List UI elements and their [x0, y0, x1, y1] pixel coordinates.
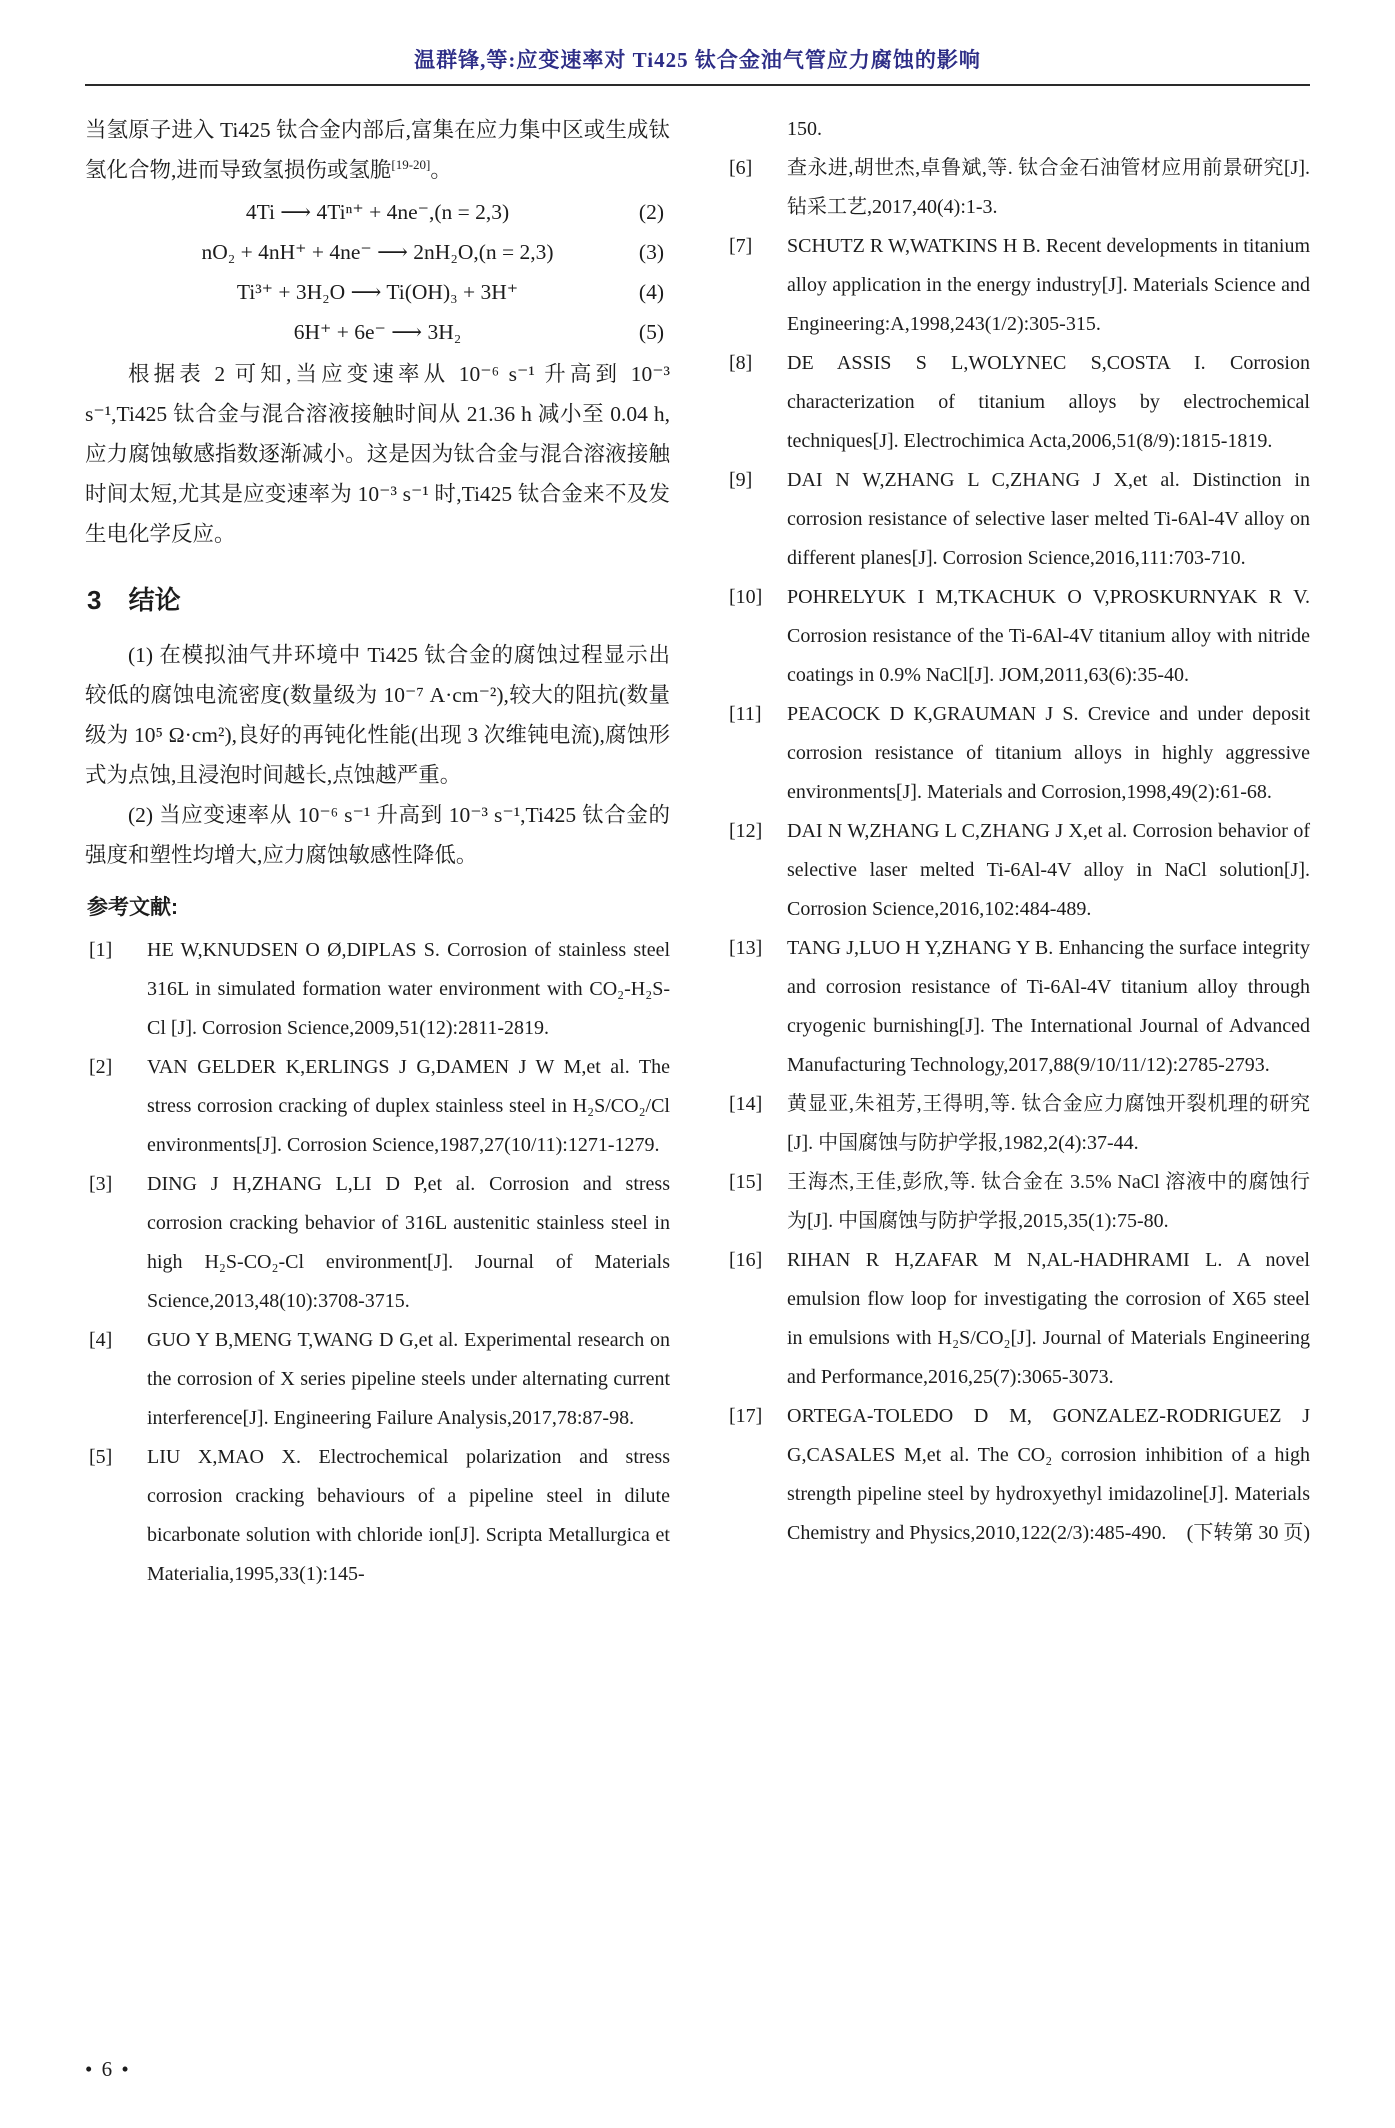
- reference-item-4: [85, 1321, 670, 1438]
- reference-item-12: [725, 812, 1310, 929]
- reference-number: [10]: [729, 586, 763, 608]
- references-heading: 参考文献:: [87, 896, 178, 919]
- reference-number: [14]: [729, 1093, 763, 1115]
- reference-text: GUO Y B,MENG T,WANG D G,et al. Experimental research on the corrosion of X series pipeline steels under alternating current interference[J]. Engineering Failure Analysis,2017,78:87-98.: [147, 1329, 670, 1429]
- reference-item-6: [725, 149, 1310, 227]
- reference-number: [8]: [729, 352, 753, 374]
- reference-number: [9]: [729, 469, 753, 491]
- reference-item-3: [85, 1165, 670, 1321]
- reference-number: [15]: [729, 1171, 763, 1193]
- two-column-body: [0, 86, 1395, 1594]
- reference-text: VAN GELDER K,ERLINGS J G,DAMEN J W M,et al. The stress corrosion cracking of duplex stainless steel in H₂S/CO₂/Cl environments[J]. Corrosion Science,1987,27(10/11):1271-1279.: [147, 1056, 670, 1156]
- equation-number: (4): [638, 280, 664, 304]
- reference-item-11: [725, 695, 1310, 812]
- reference-text: 查永进,胡世杰,卓鲁斌,等. 钛合金石油管材应用前景研究[J]. 钻采工艺,2017,40(4):1-3.: [787, 157, 1310, 218]
- conclusion-item-2: (2) 当应变速率从 10⁻⁶ s⁻¹ 升高到 10⁻³ s⁻¹,Ti425 钛合金的强度和塑性均增大,应力腐蚀敏感性降低。: [85, 803, 670, 867]
- continued-on-page-note: (下转第 30 页): [1186, 1522, 1310, 1544]
- reference-text: DE ASSIS S L,WOLYNEC S,COSTA I. Corrosion characterization of titanium alloys by electrochemical techniques[J]. Electrochimica Acta,2006,51(8/9):1815-1819.: [787, 352, 1310, 452]
- paragraph-text: 当氢原子进入 Ti425 钛合金内部后,富集在应力集中区或生成钛氢化合物,进而导致氢损伤或氢脆: [85, 118, 670, 182]
- reference-item-1: [85, 931, 670, 1048]
- reference-item-16: [725, 1241, 1310, 1397]
- reference-text: DAI N W,ZHANG L C,ZHANG J X,et al. Corrosion behavior of selective laser melted Ti-6Al-4V alloy in NaCl solution[J]. Corrosion Science,2016,102:484-489.: [787, 820, 1310, 920]
- reference-number: [17]: [729, 1405, 763, 1427]
- reference-item-5: [85, 1438, 670, 1594]
- reference-item-2: [85, 1048, 670, 1165]
- running-title: 温群锋,等:应变速率对 Ti425 钛合金油气管应力腐蚀的影响: [414, 48, 981, 72]
- reference-text: SCHUTZ R W,WATKINS H B. Recent developments in titanium alloy application in the energy industry[J]. Materials Science and Engineering:A,1998,243(1/2):305-315.: [787, 235, 1310, 335]
- reference-number: [13]: [729, 937, 763, 959]
- equation-body: 6H⁺ + 6e⁻ ⟶ 3H₂: [293, 320, 462, 344]
- equation-5: [85, 312, 670, 352]
- reference-text: PEACOCK D K,GRAUMAN J S. Crevice and under deposit corrosion resistance of titanium alloys in highly aggressive environments[J]. Materials and Corrosion,1998,49(2):61-68.: [787, 703, 1310, 803]
- reference-number: [12]: [729, 820, 763, 842]
- reference-item-17: [725, 1397, 1310, 1553]
- reference-text: 黄显亚,朱祖芳,王得明,等. 钛合金应力腐蚀开裂机理的研究[J]. 中国腐蚀与防护学报,1982,2(4):37-44.: [787, 1093, 1310, 1154]
- equation-4: [85, 272, 670, 312]
- equation-number: (5): [638, 320, 664, 344]
- equation-2: [85, 192, 670, 232]
- equation-body: nO₂ + 4nH⁺ + 4ne⁻ ⟶ 2nH₂O,(n = 2,3): [201, 240, 554, 264]
- equation-number: (3): [638, 240, 664, 264]
- reference-item-7: [725, 227, 1310, 344]
- reference-number: [11]: [729, 703, 762, 725]
- equation-body: 4Ti ⟶ 4Tiⁿ⁺ + 4ne⁻,(n = 2,3): [245, 200, 510, 224]
- reference-item-13: [725, 929, 1310, 1085]
- equation-block: [85, 192, 670, 352]
- reference-number: [6]: [729, 157, 753, 179]
- right-column: [725, 110, 1310, 1553]
- citation-superscript: [19-20]: [391, 156, 431, 172]
- reference-text: DAI N W,ZHANG L C,ZHANG J X,et al. Distinction in corrosion resistance of selective laser melted Ti-6Al-4V alloy on different planes[J]. Corrosion Science,2016,111:703-710.: [787, 469, 1310, 569]
- conclusion-item-1: (1) 在模拟油气井环境中 Ti425 钛合金的腐蚀过程显示出较低的腐蚀电流密度(数量级为 10⁻⁷ A·cm⁻²),较大的阻抗(数量级为 10⁵ Ω·cm²),良好的再钝化性能(出现 3 次维钝电流),腐蚀形式为点蚀,且浸泡时间越长,点蚀越严重。: [85, 643, 670, 787]
- reference-text: HE W,KNUDSEN O Ø,DIPLAS S. Corrosion of stainless steel 316L in simulated formation water environment with CO₂-H₂S-Cl [J]. Corrosion Science,2009,51(12):2811-2819.: [147, 939, 670, 1039]
- reference-5-continuation: 150.: [787, 118, 822, 140]
- reference-text: ORTEGA-TOLEDO D M, GONZALEZ-RODRIGUEZ J G,CASALES M,et al. The CO₂ corrosion inhibition of a high strength pipeline steel by hydroxyethyl imidazoline[J]. Materials Chemistry and Physics,2010,122(2/3):485-490.: [787, 1405, 1310, 1544]
- reference-item-8: [725, 344, 1310, 461]
- paragraph-strain-rate: 根据表 2 可知,当应变速率从 10⁻⁶ s⁻¹ 升高到 10⁻³ s⁻¹,Ti425 钛合金与混合溶液接触时间从 21.36 h 减小至 0.04 h,应力腐蚀敏感指数逐渐减小。这是因为钛合金与混合溶液接触时间太短,尤其是应变速率为 10⁻³ s⁻¹ 时,Ti425 钛合金来不及发生电化学反应。: [85, 362, 670, 546]
- page-number: • 6 •: [85, 2057, 131, 2081]
- reference-text: TANG J,LUO H Y,ZHANG Y B. Enhancing the surface integrity and corrosion resistance of Ti-6Al-4V titanium alloy through cryogenic burnishing[J]. The International Journal of Advanced Manufacturing Technology,2017,88(9/10/11/12):2785-2793.: [787, 937, 1310, 1076]
- equation-3: [85, 232, 670, 272]
- page-header: [0, 0, 1395, 86]
- reference-number: [3]: [89, 1173, 113, 1195]
- reference-text: DING J H,ZHANG L,LI D P,et al. Corrosion and stress corrosion cracking behavior of 316L austenitic stainless steel in high H₂S-CO₂-Cl environment[J]. Journal of Materials Science,2013,48(10):3708-3715.: [147, 1173, 670, 1312]
- paragraph-hydrogen: [85, 110, 670, 190]
- reference-number: [7]: [729, 235, 753, 257]
- reference-item-14: [725, 1085, 1310, 1163]
- reference-number: [1]: [89, 939, 113, 961]
- reference-text: LIU X,MAO X. Electrochemical polarization and stress corrosion cracking behaviours of a pipeline steel in dilute bicarbonate solution with chloride ion[J]. Scripta Metallurgica et Materialia,1995,33(1):145-: [147, 1446, 670, 1585]
- paragraph-end: 。: [430, 158, 452, 182]
- reference-text: POHRELYUK I M,TKACHUK O V,PROSKURNYAK R V. Corrosion resistance of the Ti-6Al-4V titanium alloy with nitride coatings in 0.9% NaCl[J]. JOM,2011,63(6):35-40.: [787, 586, 1310, 686]
- reference-number: [16]: [729, 1249, 763, 1271]
- section-heading-conclusion: 3 结论: [87, 585, 181, 615]
- reference-number: [4]: [89, 1329, 113, 1351]
- reference-text: RIHAN R H,ZAFAR M N,AL-HADHRAMI L. A novel emulsion flow loop for investigating the corrosion of X65 steel in emulsions with H₂S/CO₂[J]. Journal of Materials Engineering and Performance,2016,25(7):3065-3073.: [787, 1249, 1310, 1388]
- reference-item-15: [725, 1163, 1310, 1241]
- reference-item-9: [725, 461, 1310, 578]
- equation-body: Ti³⁺ + 3H₂O ⟶ Ti(OH)₃ + 3H⁺: [236, 280, 519, 304]
- equation-number: (2): [638, 200, 664, 224]
- left-column: [85, 110, 670, 1594]
- reference-number: [2]: [89, 1056, 113, 1078]
- reference-number: [5]: [89, 1446, 113, 1468]
- reference-item-10: [725, 578, 1310, 695]
- reference-text: 王海杰,王佳,彭欣,等. 钛合金在 3.5% NaCl 溶液中的腐蚀行为[J]. 中国腐蚀与防护学报,2015,35(1):75-80.: [787, 1171, 1310, 1232]
